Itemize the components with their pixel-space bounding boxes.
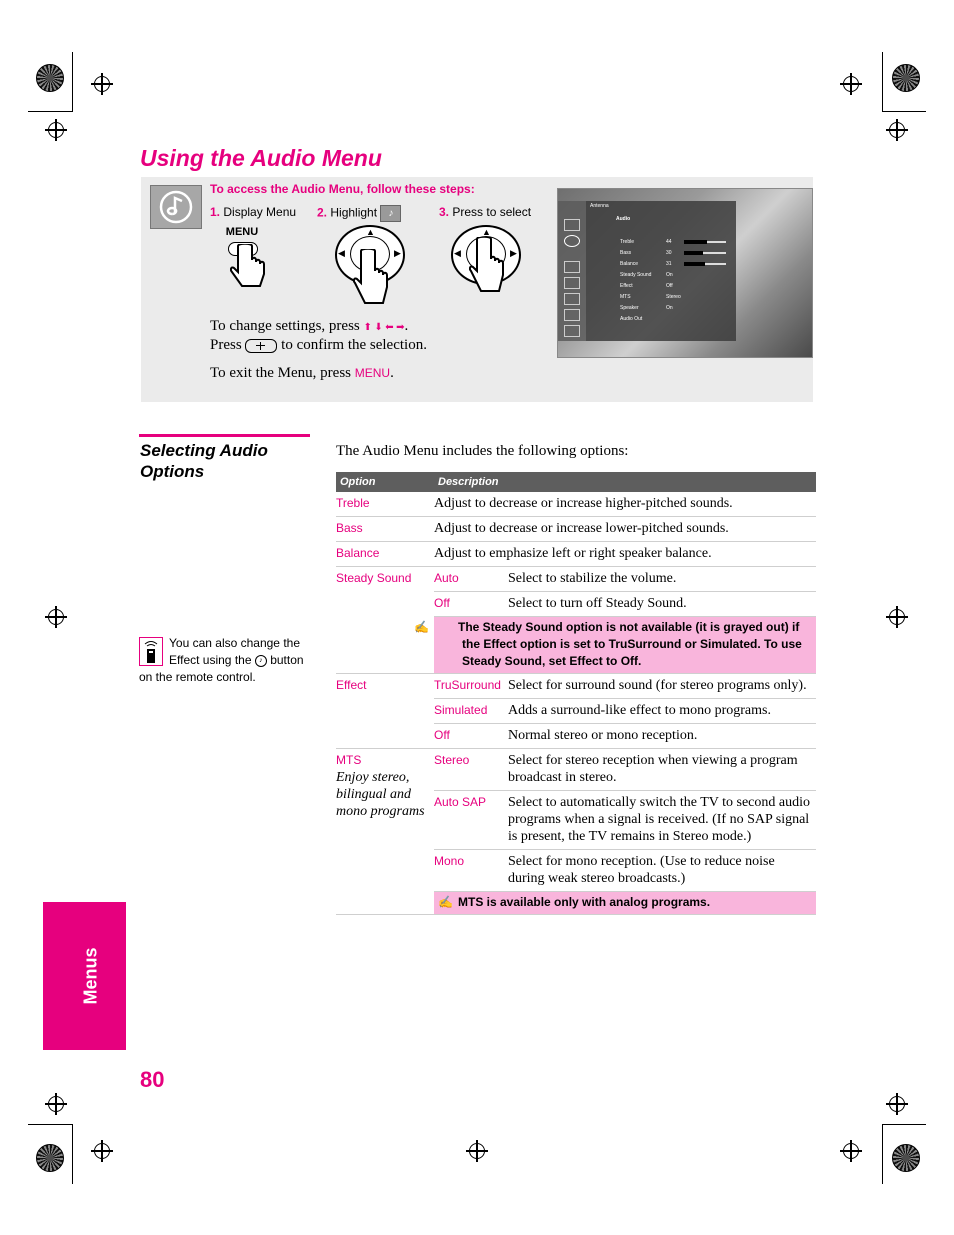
osd-icon-column	[558, 201, 586, 341]
table-row-balance	[336, 542, 816, 567]
confirm-text: Press to confirm the selection.	[210, 337, 427, 353]
audio-menu-icon	[150, 185, 202, 229]
table-row-steady-auto	[336, 567, 816, 592]
osd-level-bar	[684, 263, 726, 265]
sub-mts-stereo: Stereo	[434, 749, 508, 791]
side-tab	[43, 902, 126, 1050]
desc-effect-trusurround: Select for surround sound (for stereo programs only).	[508, 674, 816, 699]
section-rule	[139, 434, 310, 437]
side-tab-label: Menus	[80, 947, 101, 1005]
osd-level-bar	[684, 252, 726, 254]
option-steady-sound: Steady Sound	[336, 567, 434, 674]
sub-mts-mono: Mono	[434, 850, 508, 892]
table-row-bass	[336, 517, 816, 542]
option-bass: Bass	[336, 517, 434, 542]
mts-description: Enjoy stereo, bilingual and mono programs	[336, 770, 425, 819]
section-title: Selecting Audio Options	[140, 441, 268, 481]
sub-steady-off: Off	[434, 592, 508, 617]
pointing-hand-icon	[230, 244, 268, 290]
step-1: 1. Display Menu	[210, 205, 297, 219]
osd-row-value: 31	[666, 261, 672, 267]
osd-row-label: Audio Out	[620, 316, 643, 322]
change-settings-text: To change settings, press ⬆ ⬇ ⬅ ➡.	[210, 318, 409, 334]
osd-row-value: On	[666, 272, 673, 278]
audio-options-table	[336, 472, 816, 915]
desc-mts-autosap: Select to automatically switch the TV to second audio programs when a signal is received. (If no SAP signal is present, the TV remains in Stereo mode.)	[508, 791, 816, 850]
sub-effect-simulated: Simulated	[434, 699, 508, 724]
page-number: 80	[140, 1067, 165, 1092]
header-option: Option	[336, 472, 434, 492]
menu-button-label: MENU	[225, 226, 259, 238]
osd-row-label: Steady Sound	[620, 272, 652, 278]
steady-sound-note: ✍ The Steady Sound option is not available (it is grayed out) if the Effect option is set to TruSurround or Simulated. To use Steady Sound, set Effect to Off.	[434, 617, 816, 674]
step-3: 3. Press to select	[439, 205, 532, 219]
option-mts: MTS Enjoy stereo, bilingual and mono programs	[336, 749, 434, 915]
dpad-illustration-highlight: ▲ ◀ ▶	[335, 225, 405, 285]
sub-steady-auto: Auto	[434, 567, 508, 592]
osd-header: Antenna	[590, 203, 609, 209]
sub-effect-trusurround: TruSurround	[434, 674, 508, 699]
mts-note: ✍ MTS is available only with analog programs.	[434, 892, 816, 915]
osd-row-value: Stereo	[666, 294, 681, 300]
access-heading: To access the Audio Menu, follow these steps:	[210, 182, 475, 196]
desc-effect-off: Normal stereo or mono reception.	[508, 724, 816, 749]
osd-row-value: Off	[666, 283, 673, 289]
desc-steady-off: Select to turn off Steady Sound.	[508, 592, 816, 617]
select-button-icon	[245, 339, 277, 353]
osd-row-label: MTS	[620, 294, 631, 300]
option-effect: Effect	[336, 674, 434, 749]
desc-effect-simulated: Adds a surround-like effect to mono programs.	[508, 699, 816, 724]
page-title: Using the Audio Menu	[140, 145, 382, 171]
desc-mts-stereo: Select for stereo reception when viewing a program broadcast in stereo.	[508, 749, 816, 791]
osd-menu-title: Audio	[616, 216, 631, 222]
option-treble: Treble	[336, 492, 434, 517]
osd-row-value: 44	[666, 239, 672, 245]
desc-bass: Adjust to decrease or increase lower-pitched sounds.	[434, 517, 816, 542]
table-row-treble	[336, 492, 816, 517]
osd-row-label: Speaker	[620, 305, 639, 311]
desc-balance: Adjust to emphasize left or right speaker balance.	[434, 542, 816, 567]
osd-row-label: Effect	[620, 283, 633, 289]
osd-level-bar	[684, 241, 726, 243]
menu-button-illustration	[222, 226, 262, 238]
effect-button-icon: ♪	[255, 655, 267, 667]
step-2: 2. Highlight ♪	[317, 205, 401, 222]
osd-row-label: Bass	[620, 250, 632, 256]
sub-effect-off: Off	[434, 724, 508, 749]
dpad-illustration-select: ▲ ◀ ▶	[451, 225, 521, 285]
table-intro: The Audio Menu includes the following options:	[336, 443, 629, 459]
remote-tip: You can also change the Effect using the ♪ button on the remote control.	[139, 636, 304, 684]
header-description: Description	[434, 472, 816, 492]
table-row-mts-stereo	[336, 749, 816, 791]
note-pencil-icon: ✍	[414, 620, 429, 634]
table-header-row	[336, 472, 816, 492]
option-balance: Balance	[336, 542, 434, 567]
table-row-effect-trusurround	[336, 674, 816, 699]
desc-mts-mono: Select for mono reception. (Use to reduce noise during weak stereo broadcasts.)	[508, 850, 816, 892]
osd-menu-panel	[586, 201, 736, 341]
tv-screen-audio-menu	[557, 188, 813, 358]
exit-text: To exit the Menu, press MENU.	[210, 365, 394, 381]
desc-steady-auto: Select to stabilize the volume.	[508, 567, 816, 592]
note-pencil-icon: ✍	[438, 895, 453, 909]
arrow-keys-icon: ⬆ ⬇ ⬅ ➡	[363, 322, 405, 333]
sub-mts-autosap: Auto SAP	[434, 791, 508, 850]
desc-treble: Adjust to decrease or increase higher-pitched sounds.	[434, 492, 816, 517]
osd-row-value: On	[666, 305, 673, 311]
audio-menu-icon-small: ♪	[380, 205, 401, 222]
osd-row-value: 30	[666, 250, 672, 256]
remote-control-icon	[139, 637, 163, 666]
osd-row-label: Treble	[620, 239, 634, 245]
osd-row-label: Balance	[620, 261, 639, 267]
